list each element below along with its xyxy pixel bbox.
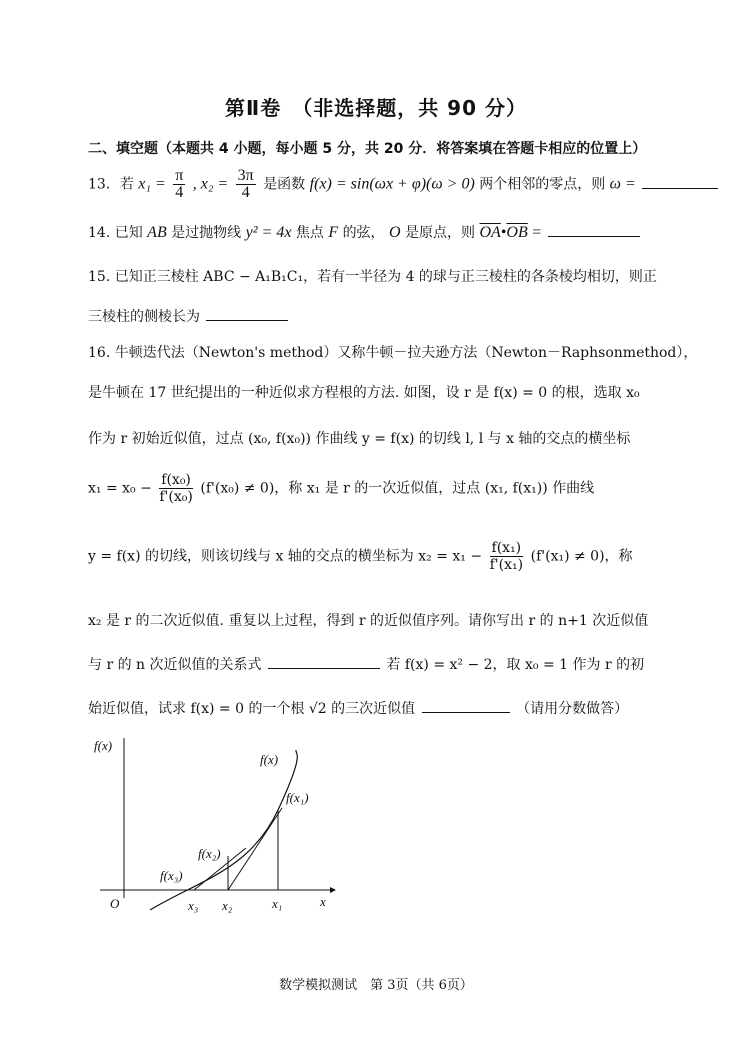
tick-x1: x₁ [272, 896, 283, 911]
q16-line8-a: 始近似值，试求 f(x) = 0 的一个根 √2 的三次近似值 [88, 701, 416, 717]
q16-line7-a: 与 r 的 n 次近似值的关系式 [88, 657, 262, 673]
q13-answer-blank[interactable] [642, 174, 718, 189]
q16-line7-b: 若 f(x) = x² − 2，取 x₀ = 1 作为 r 的初 [386, 657, 645, 673]
q16-line2: 是牛顿在 17 世纪提出的一种近似求方程根的方法. 如图，设 r 是 f(x) = 0 的根，选取 x₀ [88, 385, 640, 401]
q15-line2: 三棱柱的侧棱长为 [88, 309, 200, 325]
q16-fraction-1 [159, 472, 193, 505]
q16-fraction-2-den: f'(x₁) [489, 557, 524, 573]
q16-line3: 作为 r 初始近似值，过点 (x₀, f(x₀)) 作曲线 y = f(x) 的切线 l, l 与 x 轴的交点的横坐标 [88, 431, 631, 447]
q15-answer-blank[interactable] [206, 306, 288, 321]
q14-text2: 焦点 [295, 225, 324, 241]
q14-vector-ob: $\overline{OB}$ [506, 224, 528, 241]
q16-line4-pre: x₁ = x₀ − [88, 480, 152, 497]
q14-parabola: y² = 4x [245, 224, 292, 241]
q13-x2-den: 4 [241, 184, 250, 201]
q13-x1: x₁ = [138, 175, 166, 193]
q16-line5-post: (f'(x₁) ≠ 0)，称 [530, 548, 633, 565]
q15-line1: 15. 已知正三棱柱 ABC − A₁B₁C₁，若有一半径为 4 的球与正三棱柱的各条棱均相切，则正 [88, 269, 657, 285]
q13-mid: 是函数 [263, 176, 306, 193]
q16-line4 [88, 472, 594, 505]
q16-line6: x₂ 是 r 的二次近似值. 重复以上过程，得到 r 的近似值序列。请你写出 r 的 n+1 次近似值 [88, 613, 649, 629]
x-axis-label: x [320, 894, 326, 909]
q13-x2-num: 3π [237, 167, 254, 184]
q14-text3: 的弦， [342, 225, 385, 241]
label-fx2: f(x₂) [198, 846, 221, 861]
q14-origin: O [389, 224, 401, 241]
q14-focus: F [328, 224, 339, 241]
q13-x2: , x₂ = [192, 175, 229, 193]
q16-line8-b: （请用分数做答） [516, 701, 629, 717]
q14-equals: = [532, 224, 542, 241]
curve-fx [150, 750, 297, 910]
q13-func: f(x) = sin(ωx + φ)(ω > 0) [309, 175, 475, 193]
origin-label: O [110, 896, 120, 911]
y-axis-label: f(x) [94, 738, 113, 753]
tick-x2: x₂ [222, 898, 233, 913]
question-14: 14. 已知 AB 是过抛物线 y² = 4x 焦点 F 的弦， O 是原点，则 $\overline{OA}•\overline{OB}$ = [88, 222, 642, 242]
q16-line1: 16. 牛顿迭代法（Newton's method）又称牛顿－拉夫逊方法（Newton－Raphsonmethod）， [88, 345, 698, 361]
q16-fraction-2 [490, 540, 524, 573]
label-fx1: f(x₁) [286, 790, 309, 805]
q14-vector-oa: $\overline{OA}$ [479, 224, 501, 241]
label-fx3: f(x₃) [160, 868, 183, 883]
q13-number: 13．若 [88, 176, 134, 193]
q14-answer-blank[interactable] [548, 222, 640, 237]
q14-number: 14. 已知 [88, 225, 143, 241]
question-15-line2 [88, 306, 290, 326]
newton-method-figure [90, 730, 350, 920]
q16-line4-post: (f'(x₀) ≠ 0)，称 x₁ 是 r 的一次近似值，过点 (x₁, f(x₁)) 作曲线 [200, 480, 595, 497]
tangent-1 [228, 808, 282, 890]
question-16-line8 [88, 698, 628, 718]
q13-omega: ω = [609, 175, 636, 193]
q14-text1: 是过抛物线 [171, 225, 242, 241]
q16-approx-blank[interactable] [422, 698, 510, 713]
q13-tail: 两个相邻的零点，则 [479, 176, 606, 193]
q16-relation-blank[interactable] [268, 654, 380, 669]
q13-x2-frac [236, 168, 256, 201]
q16-fraction-2-num: f(x₁) [491, 540, 522, 556]
q14-ab: AB [147, 224, 167, 241]
x-axis-arrow [330, 887, 336, 893]
curve-label: f(x) [260, 752, 279, 767]
q13-x1-num: π [175, 167, 184, 184]
question-16-line7 [88, 654, 644, 674]
q16-fraction-1-num: f(x₀) [161, 472, 191, 488]
q16-line5 [88, 540, 633, 573]
q16-fraction-1-den: f'(x₀) [159, 489, 193, 505]
q13-x1-frac [173, 168, 185, 201]
q13-x1-den: 4 [175, 184, 184, 201]
tick-x3: x₃ [188, 898, 199, 913]
q16-line5-pre: y = f(x) 的切线，则该切线与 x 轴的交点的横坐标为 x₂ = x₁ − [88, 548, 483, 565]
q14-text4: 是原点，则 [405, 225, 476, 241]
page-footer: 数学模拟测试 第 3页（共 6页） [279, 978, 473, 993]
section-header: 二、填空题（本题共 4 小题，每小题 5 分，共 20 分．将答案填在答题卡相应的位置上） [88, 141, 647, 157]
page-title: 第Ⅱ卷 （非选择题，共 90 分） [225, 96, 527, 120]
question-13 [88, 168, 720, 201]
